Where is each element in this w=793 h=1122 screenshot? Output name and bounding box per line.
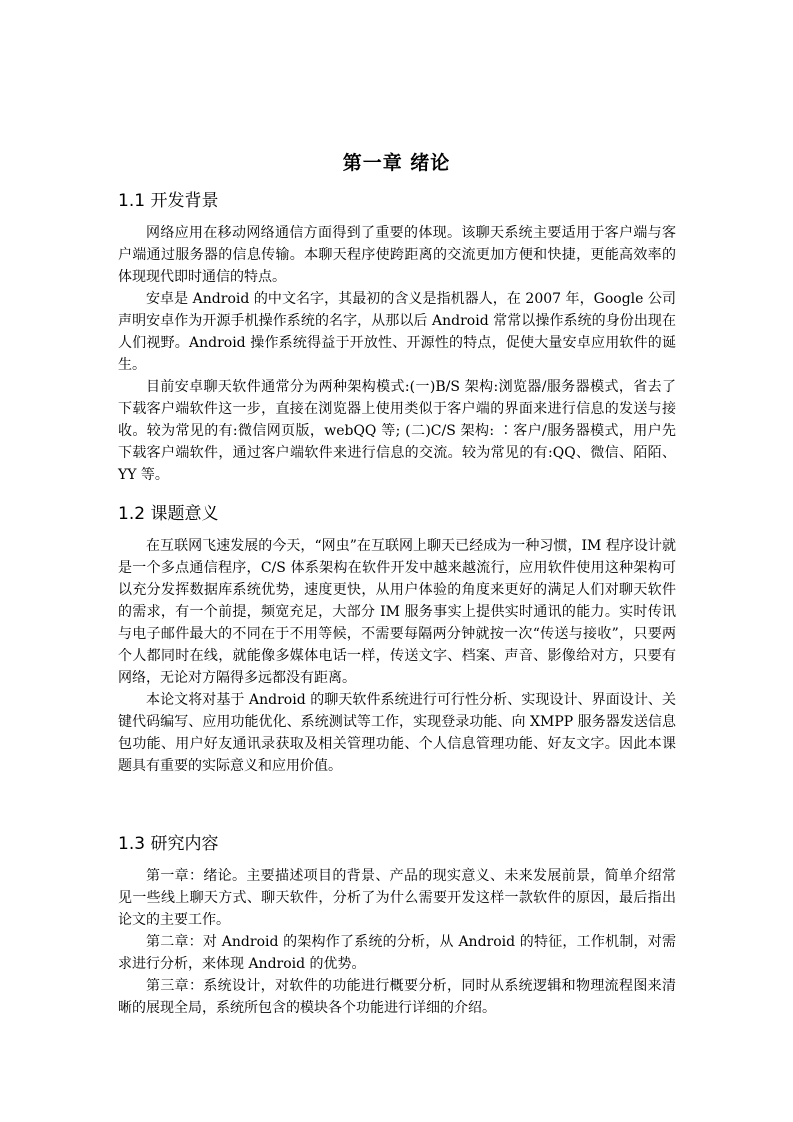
paragraph: 安卓是 Android 的中文名字，其最初的含义是指机器人，在 2007 年，Google 公司声明安卓作为开源手机操作系统的名字，从那以后 Android 常常以操作系统的身份出现在人们视野。Android 操作系统得益于开放性、开源性的特点，促使大量安卓应用软件的诞生。 xyxy=(118,291,676,373)
paragraph: 在互联网飞速发展的今天，“网虫”在互联网上聊天已经成为一种习惯，IM 程序设计就是一个多点通信程序，C/S 体系架构在软件开发中越来越流行，应用软件使用这种架构可以充分发挥数据库系统优势，速度更快，从用户体验的角度来更好的满足人们对聊天软件的需求，有一个前提，频宽充足，大部分 IM 服务事实上提供实时通讯的能力。实时传讯与电子邮件最大的不同在于不用等候，不需要每隔两分钟就按一次“传送与接收”，只要两个人都同时在线，就能像多媒体电话一样，传送文字、档案、声音、影像给对方，只要有网络，无论对方隔得多远都没有距离。 xyxy=(118,538,676,686)
section-heading: 1.3 研究内容 xyxy=(118,834,219,854)
chapter-title: 第一章 绪论 xyxy=(342,152,451,174)
paragraph: 第二章：对 Android 的架构作了系统的分析，从 Android 的特征，工作机制，对需求进行分析，来体现 Android 的优势。 xyxy=(118,934,676,972)
paragraph: 第三章：系统设计，对软件的功能进行概要分析，同时从系统逻辑和物理流程图来清晰的展现全局，系统所包含的模块各个功能进行详细的介绍。 xyxy=(118,978,676,1016)
section-development-background xyxy=(118,190,676,486)
section-heading: 1.1 开发背景 xyxy=(118,191,219,211)
section-heading: 1.2 课题意义 xyxy=(118,504,219,524)
paragraph: 本论文将对基于 Android 的聊天软件系统进行可行性分析、实现设计、界面设计、关键代码编写、应用功能优化、系统测试等工作，实现登录功能、向 XMPP 服务器发送信息包功能、用户好友通讯录获取及相关管理功能、个人信息管理功能、好友文字。因此本课题具有重要的实际意义和应用价值。 xyxy=(118,692,676,774)
paragraph: 目前安卓聊天软件通常分为两种架构模式:(一)B/S 架构:浏览器/服务器模式，省去了下载客户端软件这一步，直接在浏览器上使用类似于客户端的界面来进行信息的发送与接收。较为常见的有:微信网页版，webQQ 等; (二)C/S 架构: ∶客户/服务器模式，用户先下载客户端软件，通过客户端软件来进行信息的交流。较为常见的有:QQ、微信、陌陌、YY 等。 xyxy=(118,379,676,483)
paragraph: 第一章：绪论。主要描述项目的背景、产品的现实意义、未来发展前景，简单介绍常见一些线上聊天方式、聊天软件，分析了为什么需要开发这样一款软件的原因，最后指出论文的主要工作。 xyxy=(118,868,676,928)
section-topic-significance xyxy=(118,503,676,777)
paragraph: 网络应用在移动网络通信方面得到了重要的体现。该聊天系统主要适用于客户端与客户端通过服务器的信息传输。本聊天程序使跨距离的交流更加方便和快捷，更能高效率的体现现代即时通信的特点。 xyxy=(118,225,676,285)
section-research-content xyxy=(118,833,676,1019)
